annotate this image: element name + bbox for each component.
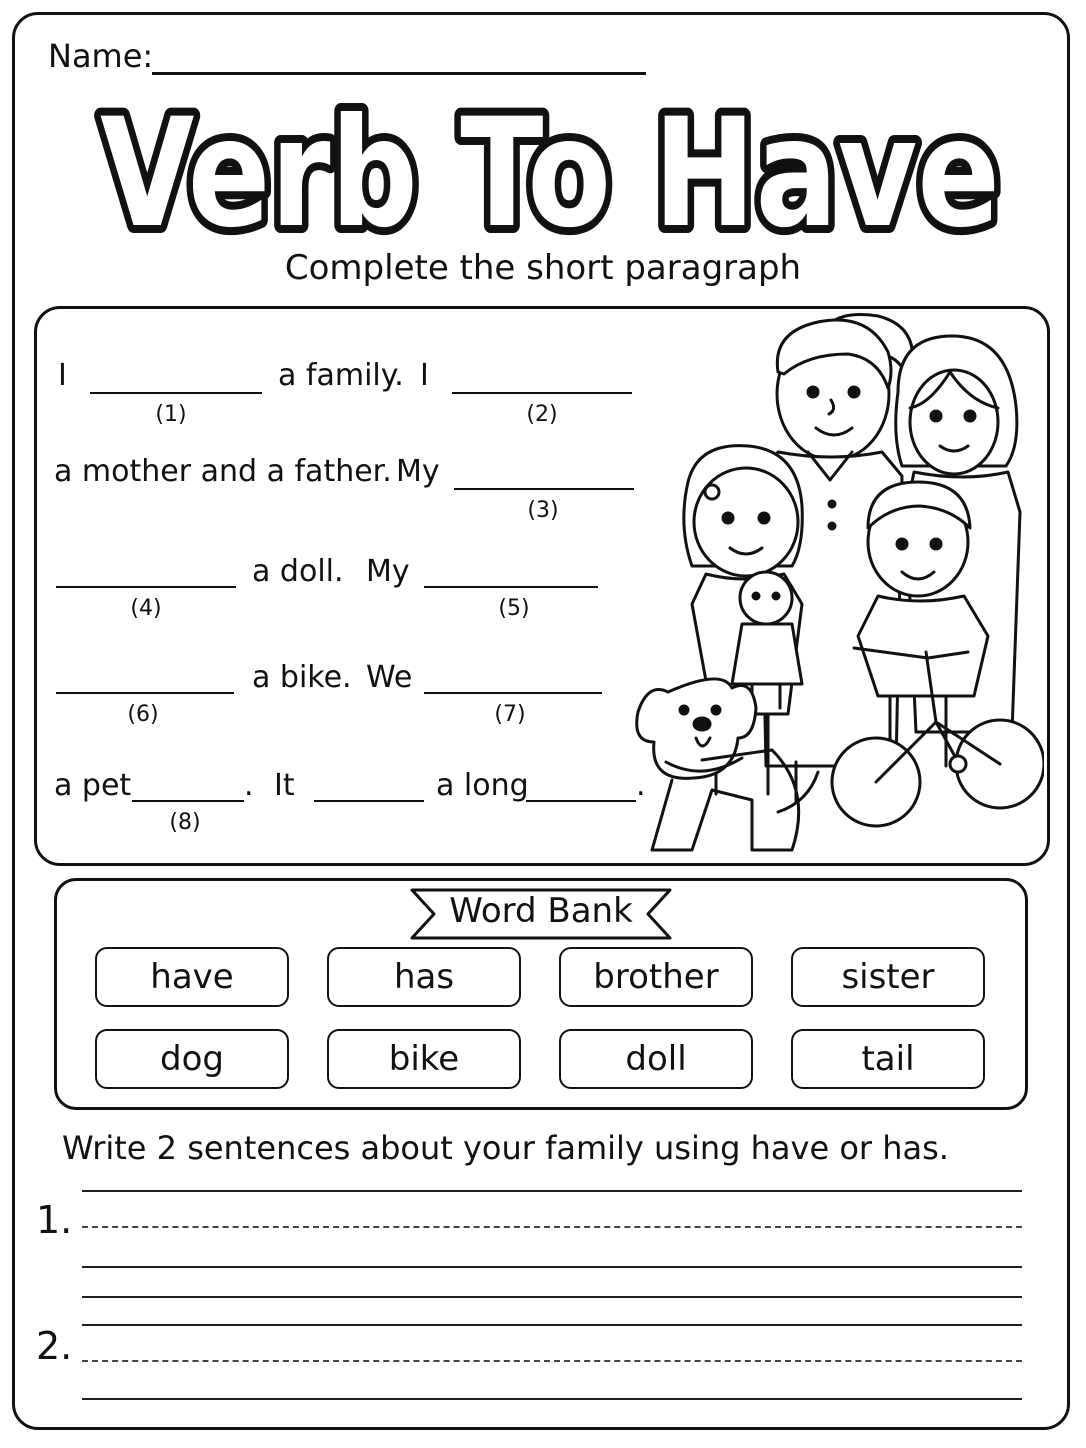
sentence-number-2: 2. (36, 1324, 73, 1368)
word-bank-item: brother (559, 947, 753, 1007)
name-label: Name: (48, 37, 154, 75)
blank-3[interactable] (454, 488, 634, 490)
para-text-4a: a bike. (252, 660, 352, 695)
blank-2[interactable] (452, 392, 632, 394)
blank-9[interactable] (314, 800, 424, 802)
para-text-2a: a mother and a father. (54, 454, 392, 489)
para-text-5d: a long (436, 768, 529, 803)
blank-number-8: (8) (169, 810, 201, 835)
para-text-4b: We (366, 660, 413, 695)
writing-line-top-2[interactable] (82, 1324, 1022, 1326)
family-illustration-icon (628, 312, 1044, 860)
para-text-5e: . (636, 768, 646, 803)
para-text-1c: I (420, 358, 429, 393)
page-title (80, 90, 1020, 250)
blank-number-2: (2) (526, 402, 558, 427)
blank-number-7: (7) (494, 702, 526, 727)
writing-line-base-2[interactable] (82, 1398, 1022, 1400)
blank-number-3: (3) (527, 498, 559, 523)
blank-number-4: (4) (130, 596, 162, 621)
para-text-5c: It (274, 768, 295, 803)
writing-line-mid-1[interactable] (82, 1226, 1022, 1228)
word-bank-item: dog (95, 1029, 289, 1089)
writing-line-base-1[interactable] (82, 1266, 1022, 1268)
blank-4[interactable] (56, 586, 236, 588)
title-outline: Verb To Have (100, 90, 1001, 250)
blank-number-5: (5) (498, 596, 530, 621)
word-bank-item: tail (791, 1029, 985, 1089)
blank-10[interactable] (526, 800, 636, 802)
para-text-1a: I (58, 358, 67, 393)
writing-line-extra-1[interactable] (82, 1296, 1022, 1298)
blank-8[interactable] (132, 800, 244, 802)
blank-1[interactable] (90, 392, 262, 394)
writing-instruction: Write 2 sentences about your family using have or has. (62, 1129, 949, 1167)
word-bank-item: has (327, 947, 521, 1007)
word-bank-item: doll (559, 1029, 753, 1089)
title-text: Verb To Have (100, 90, 1001, 250)
word-bank-title: Word Bank (449, 891, 633, 931)
para-text-3b: My (366, 554, 410, 589)
subtitle: Complete the short paragraph (284, 248, 802, 288)
para-text-5a: a pet (54, 768, 132, 803)
sentence-number-1: 1. (36, 1198, 73, 1242)
word-bank-item: have (95, 947, 289, 1007)
word-bank-item: sister (791, 947, 985, 1007)
writing-line-top-1[interactable] (82, 1190, 1022, 1192)
blank-7[interactable] (424, 692, 602, 694)
blank-5[interactable] (424, 586, 598, 588)
blank-number-6: (6) (127, 702, 159, 727)
blank-6[interactable] (56, 692, 234, 694)
para-text-1b: a family. (278, 358, 404, 393)
para-text-2b: My (396, 454, 440, 489)
word-bank-item: bike (327, 1029, 521, 1089)
para-text-5b: . (244, 768, 254, 803)
para-text-3a: a doll. (252, 554, 344, 589)
name-input-line[interactable] (152, 72, 646, 75)
blank-number-1: (1) (155, 402, 187, 427)
writing-line-mid-2[interactable] (82, 1360, 1022, 1362)
